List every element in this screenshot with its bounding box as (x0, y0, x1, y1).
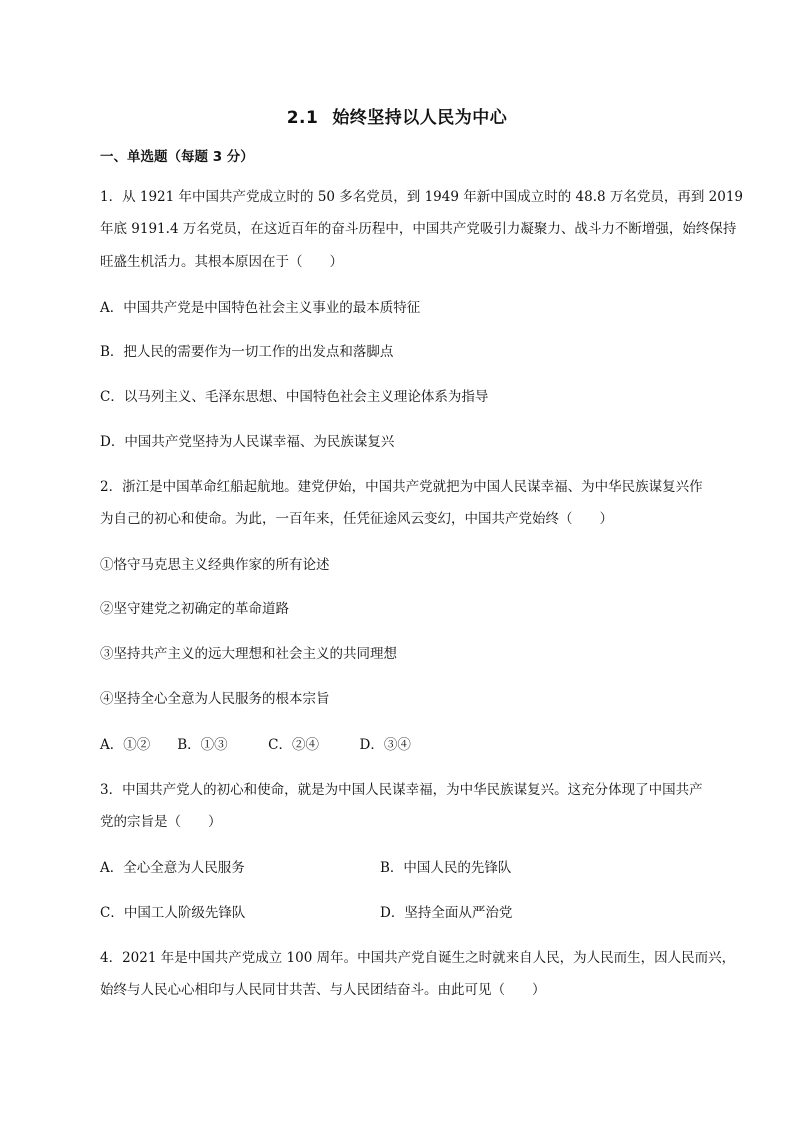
question-2-statement-1: ①恪守马克思主义经典作家的所有论述 (100, 557, 330, 573)
section-heading: 一、单选题（每题 3 分） (100, 149, 254, 165)
question-4-stem-line-2: 始终与人民心心相印与人民同甘共苦、与人民团结奋斗。由此可见（ ） (100, 982, 546, 998)
question-2-statement-4: ④坚持全心全意为人民服务的根本宗旨 (100, 691, 330, 707)
question-1-option-b: B．把人民的需要作为一切工作的出发点和落脚点 (100, 344, 394, 360)
title-text: 始终坚持以人民为中心 (332, 108, 508, 128)
question-2-options-row: A．①② B．①③ C．②④ D．③④ (100, 737, 411, 753)
question-2-stem-line-2: 为自己的初心和使命。为此，一百年来，任凭征途风云变幻，中国共产党始终（ ） (100, 511, 613, 527)
question-1-stem-line-3: 旺盛生机活力。其根本原因在于（ ） (100, 254, 343, 270)
question-2-stem-line-1: 2．浙江是中国革命红船起航地。建党伊始，中国共产党就把为中国人民谋幸福、为中华民族谋复兴作 (100, 479, 703, 495)
question-2-statement-2: ②坚守建党之初确定的革命道路 (100, 601, 289, 617)
question-2-statement-3: ③坚持共产主义的远大理想和社会主义的共同理想 (100, 646, 397, 662)
question-3-stem-line-2: 党的宗旨是（ ） (100, 814, 222, 830)
question-3-option-b: B．中国人民的先锋队 (380, 860, 512, 876)
question-3-option-a: A．全心全意为人民服务 (100, 860, 245, 876)
title-number: 2.1 (286, 108, 319, 128)
question-1-option-a: A．中国共产党是中国特色社会主义事业的最本质特征 (100, 300, 421, 316)
page-title (0, 103, 794, 128)
question-4-stem-line-1: 4．2021 年是中国共产党成立 100 周年。中国共产党自诞生之时就来自人民，为人民而生，因人民而兴， (100, 950, 736, 966)
question-3-option-c: C．中国工人阶级先锋队 (100, 905, 246, 921)
question-3-stem-line-1: 3．中国共产党人的初心和使命，就是为中国人民谋幸福，为中华民族谋复兴。这充分体现了中国共产 (100, 782, 703, 798)
question-1-option-c: C．以马列主义、毛泽东思想、中国特色社会主义理论体系为指导 (100, 389, 489, 405)
question-1-option-d: D．中国共产党坚持为人民谋幸福、为民族谋复兴 (100, 434, 395, 450)
question-1-stem-line-1: 1．从 1921 年中国共产党成立时的 50 多名党员，到 1949 年新中国成立时的 48.8 万名党员，再到 2019 (100, 189, 744, 205)
question-1-stem-line-2: 年底 9191.4 万名党员，在这近百年的奋斗历程中，中国共产党吸引力凝聚力、战斗力不断增强，始终保持 (100, 221, 737, 237)
question-3-option-d: D．坚持全面从严治党 (380, 905, 513, 921)
